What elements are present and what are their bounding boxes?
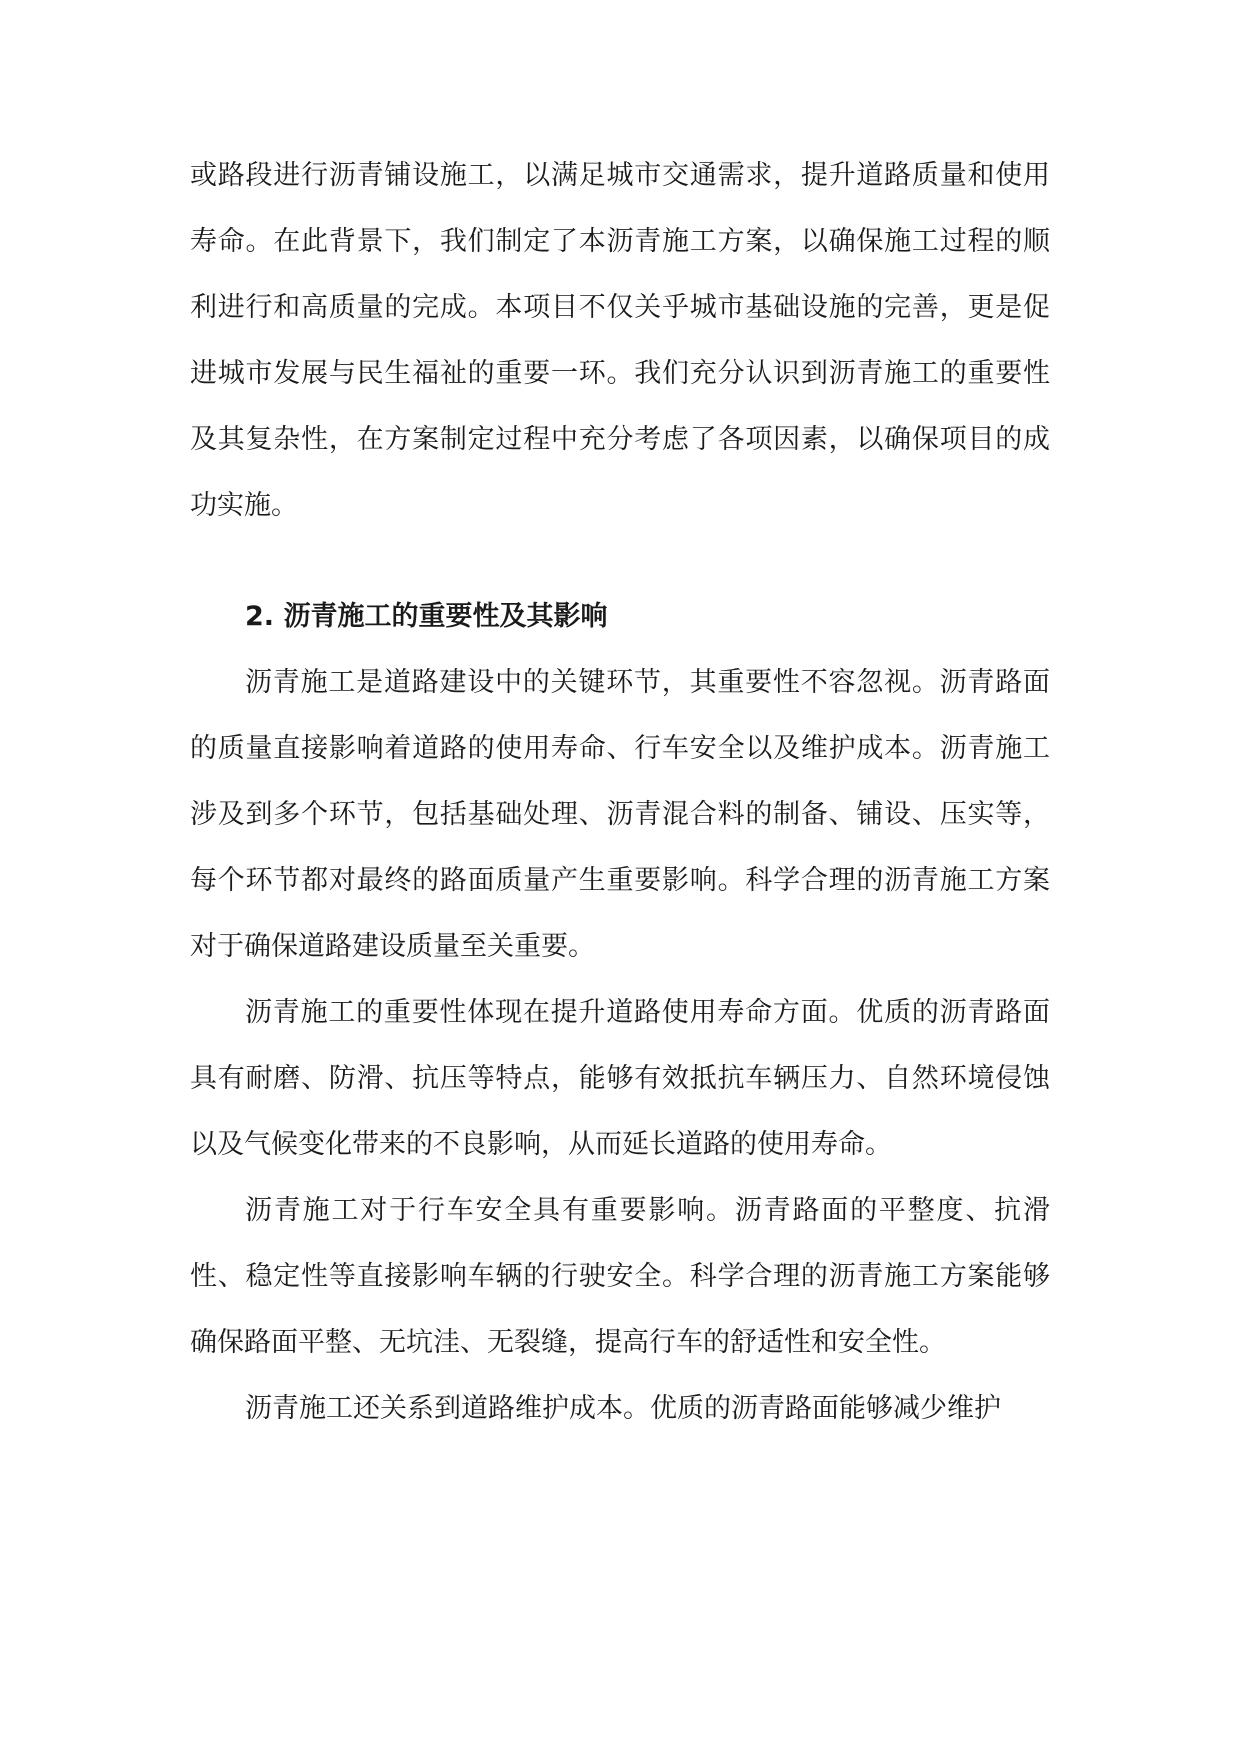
section-heading: 2. 沥青施工的重要性及其影响: [245, 601, 608, 632]
intro-paragraph-continued: 或路段进行沥青铺设施工，以满足城市交通需求，提升道路质量和使用寿命。在此背景下，我们制定了本沥青施工方案，以确保施工过程的顺利进行和高质量的完成。本项目不仅关乎城市基础设施的完善，更是促进城市发展与民生福祉的重要一环。我们充分认识到沥青施工的重要性及其复杂性，在方案制定过程中充分考虑了各项因素，以确保项目的成功实施。: [190, 160, 1050, 521]
section-paragraph-1: 沥青施工是道路建设中的关键环节，其重要性不容忽视。沥青路面的质量直接影响着道路的使用寿命、行车安全以及维护成本。沥青施工涉及到多个环节，包括基础处理、沥青混合料的制备、铺设、压实等，每个环节都对最终的路面质量产生重要影响。科学合理的沥青施工方案对于确保道路建设质量至关重要。: [190, 667, 1050, 962]
section-paragraph-2: 沥青施工的重要性体现在提升道路使用寿命方面。优质的沥青路面具有耐磨、防滑、抗压等特点，能够有效抵抗车辆压力、自然环境侵蚀以及气候变化带来的不良影响，从而延长道路的使用寿命。: [190, 997, 1050, 1160]
section-paragraph-4: 沥青施工还关系到道路维护成本。优质的沥青路面能够减少维护: [245, 1393, 1001, 1424]
section-paragraph-3: 沥青施工对于行车安全具有重要影响。沥青路面的平整度、抗滑性、稳定性等直接影响车辆的行驶安全。科学合理的沥青施工方案能够确保路面平整、无坑洼、无裂缝，提高行车的舒适性和安全性。: [190, 1195, 1050, 1358]
document-body: [190, 143, 1050, 1442]
